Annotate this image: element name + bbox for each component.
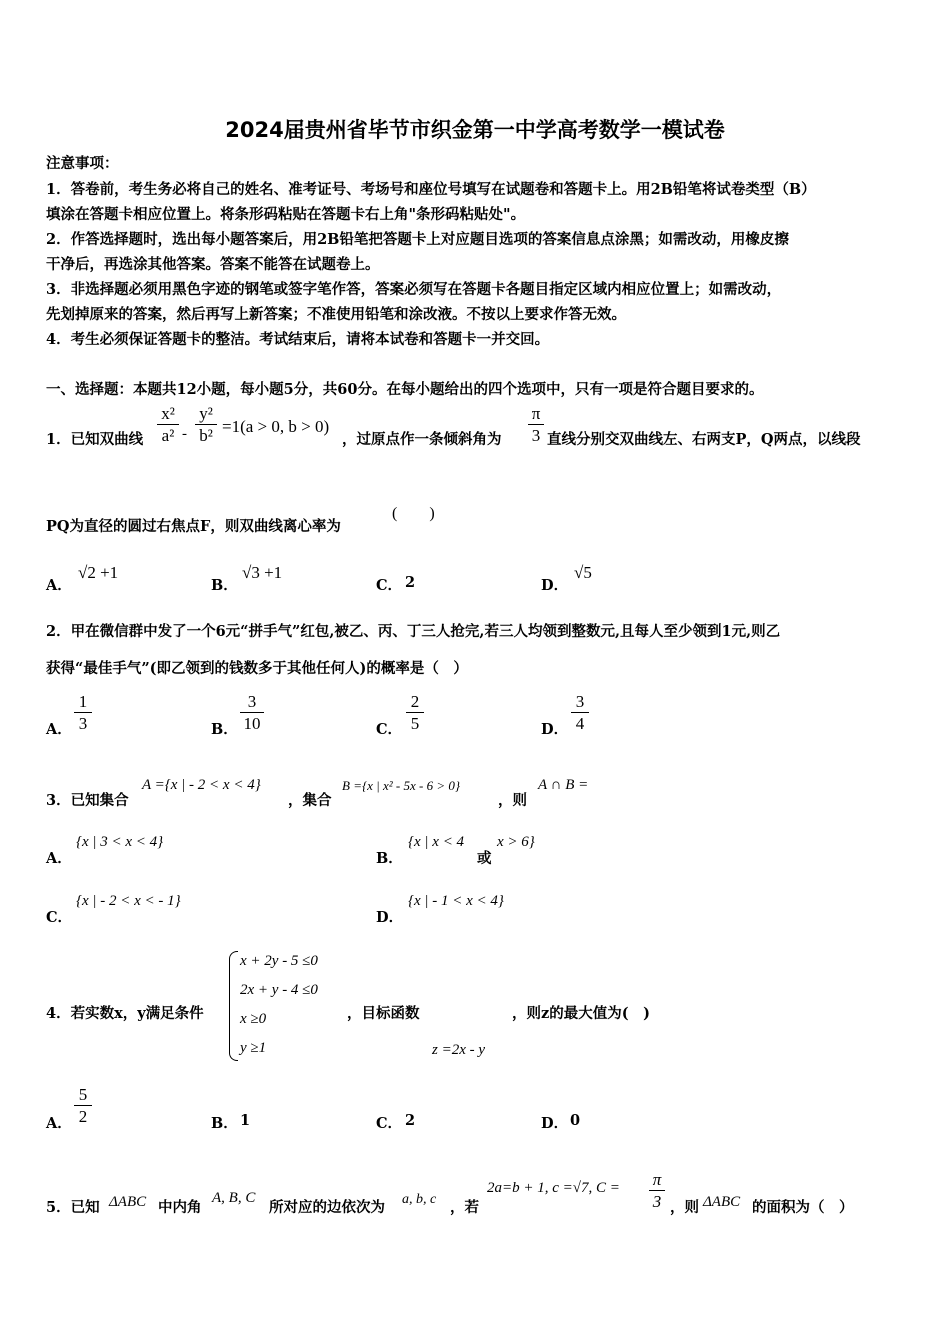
notice-line: 4．考生必须保证答题卡的整洁。考试结束后，请将本试卷和答题卡一并交回。 (46, 331, 550, 348)
q4-option-d: 0 (570, 1112, 581, 1129)
q1-option-d: √5 (574, 563, 592, 582)
notice-line: 1．答卷前，考生务必将自己的姓名、准考证号、考场号和座位号填写在试题卷和答题卡上。用2B铅笔将试卷类型（B） (46, 181, 816, 198)
q3-option-d: {x | - 1 < x < 4} (408, 893, 504, 909)
q4-option-a-label: A． (46, 1115, 72, 1132)
q1-option-b-label: B． (211, 577, 238, 594)
q3-option-b-or: 或 (477, 850, 492, 867)
q3-option-b-label: B． (376, 850, 403, 867)
q4-option-c: 2 (405, 1112, 416, 1129)
q3-end: ，则 (498, 792, 527, 809)
q4-objective: z =2x - y (432, 1042, 486, 1058)
q4-prefix: 4．若实数x，y满足条件 (46, 1005, 204, 1022)
q4-condition: x ≥0 (240, 1011, 267, 1027)
q1-line2: PQ为直径的圆过右焦点F，则双曲线离心率为 (46, 518, 341, 535)
q3-option-b: {x | x < 4 (408, 834, 465, 850)
q3-ask: A ∩ B = (538, 777, 589, 793)
q4-option-b: 1 (240, 1112, 251, 1129)
q1-mid: ，过原点作一条倾斜角为 (342, 431, 502, 448)
q4-end: ，则z的最大值为( ) (512, 1005, 650, 1022)
q2-line1: 2．甲在微信群中发了一个6元“拼手气”红包,被乙、丙、丁三人抢完,若三人均领到整数元,且每人至少领到1元,则乙 (46, 623, 781, 640)
q1-minus: - (182, 426, 187, 442)
q3-option-c-label: C． (46, 909, 73, 926)
q1-fraction-x: x² a² (157, 404, 179, 445)
q3-set-a: A ={x | - 2 < x < 4} (142, 777, 261, 793)
q5-angle: π 3 (649, 1170, 665, 1211)
q1-option-c: 2 (405, 574, 416, 591)
q1-option-b: √3 +1 (242, 563, 283, 582)
q1-fraction-y: y² b² (195, 404, 217, 445)
q3-option-a-label: A． (46, 850, 72, 867)
q1-rest: 直线分别交双曲线左、右两支P，Q两点，以线段 (547, 431, 861, 448)
q5-angles: A, B, C (212, 1190, 256, 1206)
q3-set-b: B ={x | x² - 5x - 6 > 0} (342, 778, 461, 793)
q3-option-d-label: D． (376, 909, 404, 926)
q4-option-b-label: B． (211, 1115, 238, 1132)
q5-condition: 2a=b + 1, c =√7, C = (487, 1180, 620, 1196)
q2-line2: 获得“最佳手气”(即乙领到的钱数多于其他任何人)的概率是（ ） (46, 660, 468, 677)
notice-line: 先划掉原来的答案，然后再写上新答案；不准使用铅笔和涂改液。不按以上要求作答无效。 (46, 306, 626, 323)
q2-option-d: 3 4 (571, 692, 589, 733)
q1-option-a-label: A． (46, 577, 72, 594)
q5-prefix: 5．已知 (46, 1199, 100, 1216)
q4-option-c-label: C． (376, 1115, 403, 1132)
q1-condition: =1(a > 0, b > 0) (222, 417, 330, 436)
q2-option-a: 1 3 (74, 692, 92, 733)
q4-condition: x + 2y - 5 ≤0 (240, 953, 318, 969)
notice-line: 填涂在答题卡相应位置上。将条形码粘贴在答题卡右上角"条形码粘贴处"。 (46, 206, 526, 223)
q5-sides: a, b, c (402, 1192, 437, 1207)
notice-heading: 注意事项： (46, 155, 119, 172)
q5-triangle: ΔABC (109, 1194, 147, 1210)
q5-mid3: ，若 (450, 1199, 479, 1216)
q4-condition: y ≥1 (240, 1040, 267, 1056)
q4-brace (229, 951, 238, 1061)
section-heading: 一、选择题：本题共12小题，每小题5分，共60分。在每小题给出的四个选项中，只有一项是符合题目要求的。 (46, 381, 764, 398)
q5-mid1: 中内角 (158, 1199, 202, 1216)
q5-mid2: 所对应的边依次为 (269, 1199, 385, 1216)
q4-option-a: 5 2 (74, 1085, 92, 1126)
page-title: 2024届贵州省毕节市织金第一中学高考数学一模试卷 (225, 118, 725, 142)
q1-angle: π 3 (528, 404, 544, 445)
q1-answer-paren: ( ) (392, 505, 435, 522)
q1-option-a: √2 +1 (78, 563, 119, 582)
q2-option-b-label: B． (211, 721, 238, 738)
q2-option-d-label: D． (541, 721, 569, 738)
notice-line: 2．作答选择题时，选出每小题答案后，用2B铅笔把答题卡上对应题目选项的答案信息点涂黑；如需改动，用橡皮擦 (46, 231, 789, 248)
q1-option-d-label: D． (541, 577, 569, 594)
q3-option-b-part2: x > 6} (497, 834, 535, 850)
q3-option-a: {x | 3 < x < 4} (76, 834, 164, 850)
q5-triangle2: ΔABC (703, 1194, 741, 1210)
q5-end: 的面积为（ ） (752, 1199, 854, 1216)
q5-mid4: ，则 (670, 1199, 699, 1216)
notice-line: 干净后，再选涂其他答案。答案不能答在试题卷上。 (46, 256, 380, 273)
q4-mid: ，目标函数 (347, 1005, 420, 1022)
q2-option-c: 2 5 (406, 692, 424, 733)
q3-prefix: 3．已知集合 (46, 792, 129, 809)
q4-option-d-label: D． (541, 1115, 569, 1132)
q1-prefix: 1．已知双曲线 (46, 431, 144, 448)
q3-mid: ，集合 (288, 792, 332, 809)
q4-condition: 2x + y - 4 ≤0 (240, 982, 318, 998)
q2-option-b: 3 10 (240, 692, 264, 733)
q3-option-c: {x | - 2 < x < - 1} (76, 893, 181, 909)
notice-line: 3．非选择题必须用黑色字迹的钢笔或签字笔作答，答案必须写在答题卡各题目指定区域内相应位置上；如需改动， (46, 281, 782, 298)
q1-option-c-label: C． (376, 577, 403, 594)
q2-option-c-label: C． (376, 721, 403, 738)
q2-option-a-label: A． (46, 721, 72, 738)
